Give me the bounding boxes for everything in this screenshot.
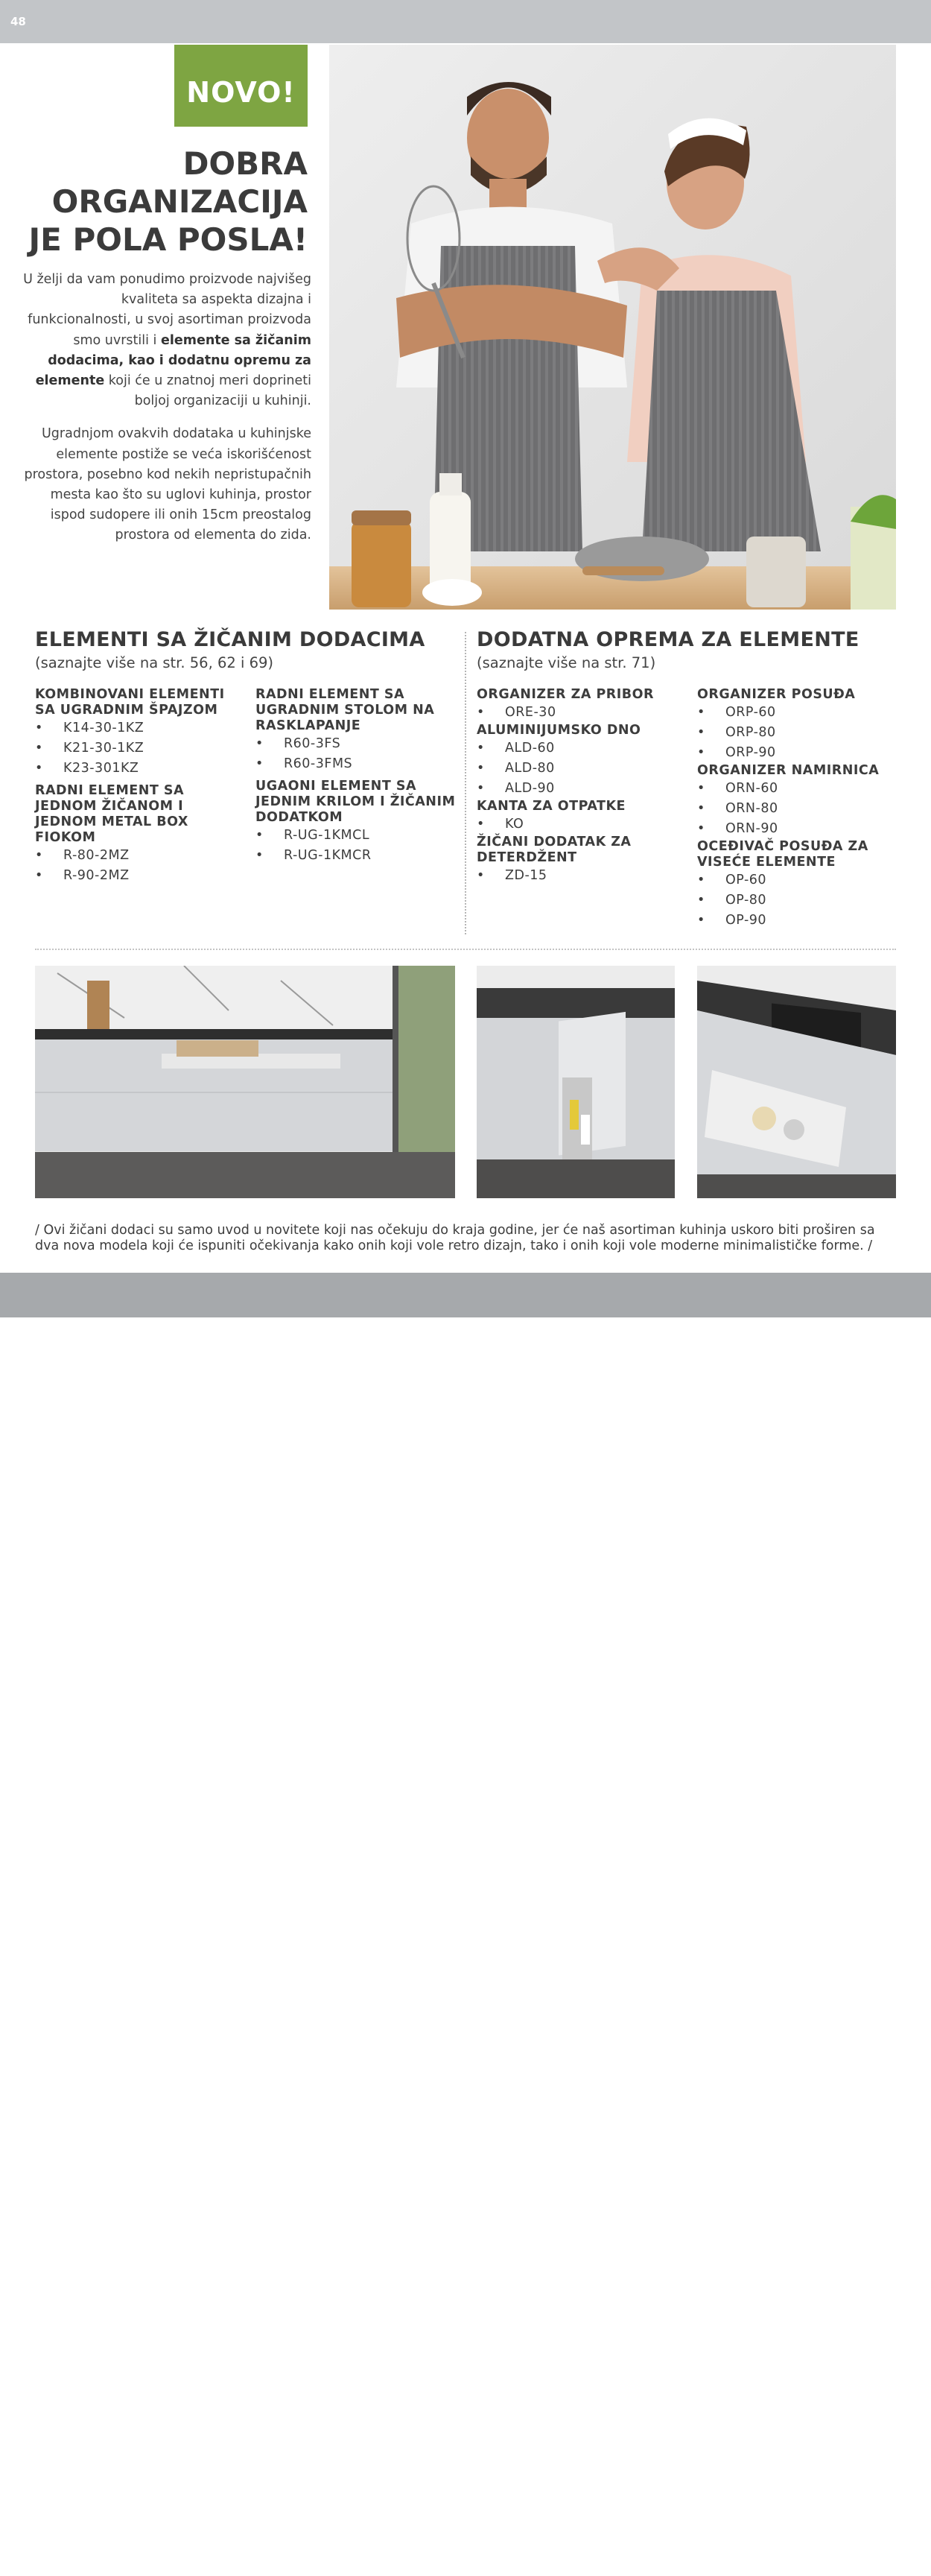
intro-paragraph-1	[22, 270, 311, 411]
group-head: ORGANIZER NAMIRNICA	[697, 763, 880, 778]
headline-line-1: DOBRA	[182, 145, 308, 182]
list-item: • ORE-30	[477, 703, 678, 723]
kitchen-photo-1	[35, 966, 455, 1198]
group-head: ORGANIZER POSUĐA	[697, 687, 856, 702]
novo-badge: NOVO!	[174, 45, 308, 127]
horizontal-divider	[35, 949, 896, 950]
headline-line-3: JE POLA POSLA!	[28, 221, 308, 258]
right-section-title: DODATNA OPREMA ZA ELEMENTE	[477, 628, 859, 651]
site-link[interactable]: jela.rs	[35, 2563, 69, 2576]
list-item: • K23-301KZ	[35, 759, 240, 779]
group-head: KOMBINOVANI ELEMENTI SA UGRADNIM ŠPAJZOM	[35, 687, 225, 718]
vertical-divider	[465, 632, 466, 934]
list-item: • R-80-2MZ	[35, 846, 240, 866]
intro-p1-start: U želji da vam ponudimo proizvode najvišeg kvaliteta sa aspekta dizajna i funkcionalnosti, u svoj asortiman proizvoda smo uvrstili i	[23, 272, 311, 348]
intro-paragraph-2: Ugradnjom ovakvih dodataka u kuhinjske elemente postiže se veća iskorišćenost prostora, posebno kod nekih nepristupačnih mesta kao što su uglovi kuhinja, prostor ispod sudopere ili onih 15cm preostalog prostora od elementa do zida.	[24, 426, 311, 543]
list-item: • ORN-90	[697, 819, 898, 839]
left-section-subtitle: (saznajte više na str. 56, 62 i 69)	[35, 654, 274, 671]
group-head: ORGANIZER ZA PRIBOR	[477, 687, 654, 702]
right-col-1	[477, 687, 678, 886]
list-item: • R60-3FMS	[255, 754, 457, 774]
hero-photo	[329, 45, 896, 610]
list-item: • OP-90	[697, 911, 898, 931]
list-item: • K14-30-1KZ	[35, 718, 240, 738]
group-head: UGAONI ELEMENT SA JEDNIM KRILOM I ŽIČANIM DODATKOM	[255, 779, 456, 825]
kitchen-photo-3	[697, 966, 896, 1198]
list-item: • K21-30-1KZ	[35, 738, 240, 759]
left-section-title: ELEMENTI SA ŽIČANIM DODACIMA	[35, 628, 425, 651]
intro-p1-end: koji će u znatnoj meri doprineti boljoj organizaciji u kuhinji.	[104, 373, 311, 409]
footer-note: / Ovi žičani dodaci su samo uvod u novitete koji nas očekuju do kraja godine, jer će naš asortiman kuhinja uskoro biti proširen sa dva nova modela koji će ispuniti očekivanja kako onih koji vole retro dizajn, tako i onih koji vole moderne minimalističke forme. /	[35, 1223, 875, 1253]
list-item: • ORN-80	[697, 799, 898, 819]
top-bar	[0, 0, 931, 43]
group-head: RADNI ELEMENT SA UGRADNIM STOLOM NA RASKLAPANJE	[255, 687, 435, 733]
group-head: RADNI ELEMENT SA JEDNOM ŽIČANOM I JEDNOM METAL BOX FIOKOM	[35, 783, 188, 845]
headline-line-2: ORGANIZACIJA	[51, 183, 308, 220]
right-col-2	[697, 687, 898, 931]
page-number: 48	[10, 15, 26, 28]
list-item: • R-90-2MZ	[35, 866, 240, 886]
list-item: • R-UG-1KMCR	[255, 846, 457, 866]
list-item: • ORP-60	[697, 703, 898, 723]
list-item: • ORN-60	[697, 779, 898, 799]
group-head: ALUMINIJUMSKO DNO	[477, 723, 641, 738]
list-item: • ORP-90	[697, 743, 898, 763]
list-item: • R60-3FS	[255, 734, 457, 754]
list-item: • ZD-15	[477, 866, 678, 886]
left-col-1	[35, 687, 240, 886]
list-item: • ALD-60	[477, 738, 678, 759]
list-item: • OP-60	[697, 870, 898, 890]
group-head: ŽIČANI DODATAK ZA DETERDŽENT	[477, 835, 632, 865]
list-item: • KO	[477, 814, 678, 835]
intro-text	[22, 270, 311, 559]
list-item: • ALD-80	[477, 759, 678, 779]
list-item: • ALD-90	[477, 779, 678, 799]
list-item: • ORP-80	[697, 723, 898, 743]
bottom-bar	[0, 1273, 931, 2576]
intro-p1-bold: elemente sa žičanim dodacima, kao i dodatnu opremu za elemente	[35, 332, 311, 389]
group-head: KANTA ZA OTPATKE	[477, 799, 626, 814]
group-head: OCEĐIVAČ POSUĐA ZA VISEĆE ELEMENTE	[697, 839, 868, 870]
left-col-2	[255, 687, 457, 866]
list-item: • OP-80	[697, 890, 898, 911]
right-section-subtitle: (saznajte više na str. 71)	[477, 654, 656, 671]
list-item: • R-UG-1KMCL	[255, 826, 457, 846]
kitchen-photo-2	[477, 966, 675, 1198]
headline	[15, 145, 308, 259]
